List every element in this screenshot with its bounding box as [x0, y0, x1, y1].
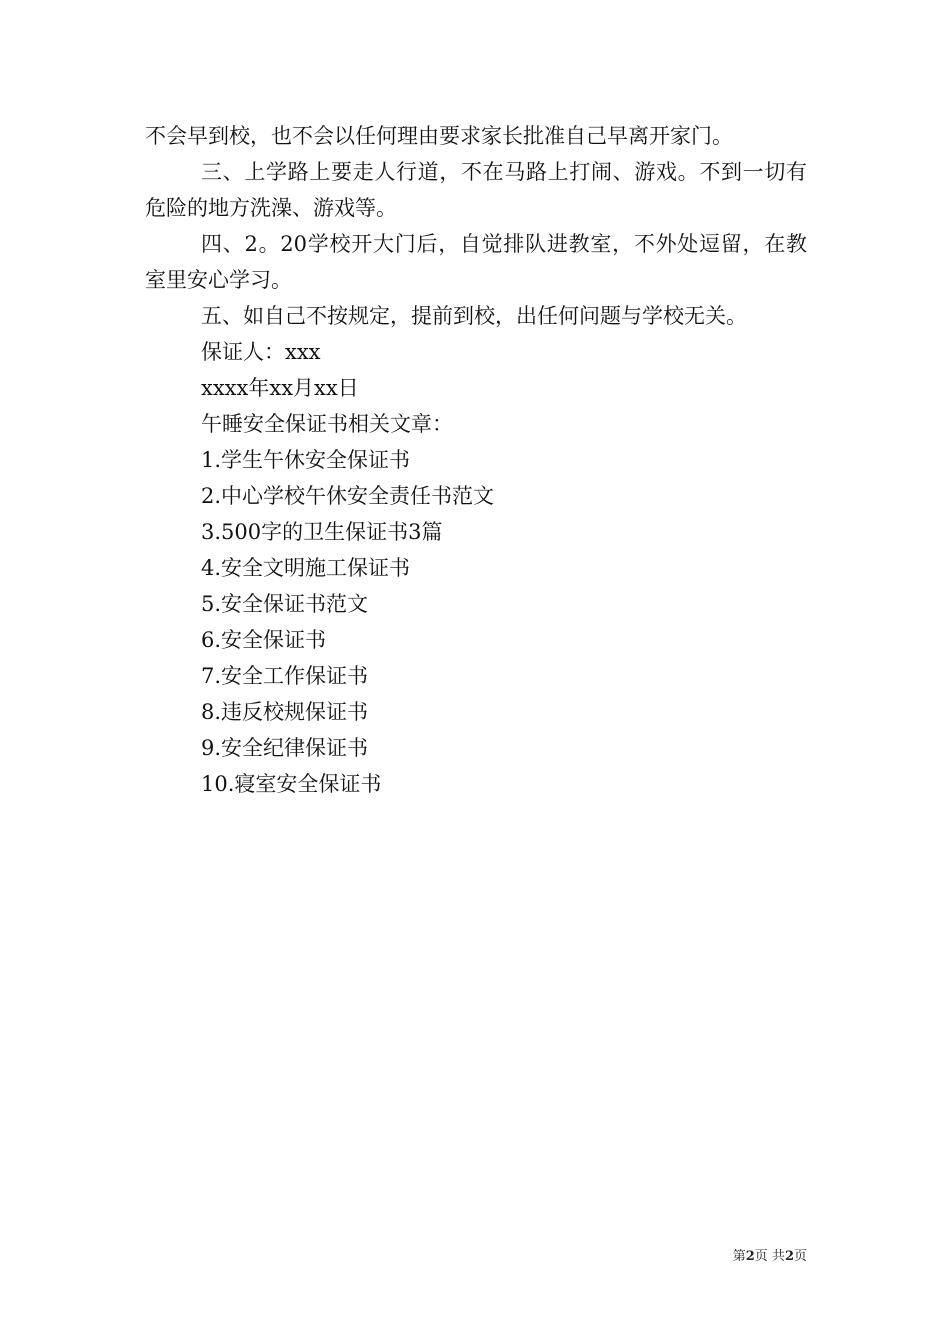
guarantor-line: 保证人：xxx: [201, 340, 321, 364]
related-link-4[interactable]: 4.安全文明施工保证书: [201, 556, 411, 580]
item-3-paragraph: 三、上学路上要走人行道，不在马路上打闹、游戏。不到一切有危险的地方洗澡、游戏等。: [145, 160, 807, 220]
related-link-10[interactable]: 10.寝室安全保证书: [201, 772, 382, 796]
related-link-9[interactable]: 9.安全纪律保证书: [201, 736, 369, 760]
footer-prefix: 第: [732, 1249, 746, 1264]
footer-middle: 页 共: [754, 1249, 785, 1264]
related-list: [145, 442, 807, 802]
related-link-6[interactable]: 6.安全保证书: [201, 628, 327, 652]
related-link-7[interactable]: 7.安全工作保证书: [201, 664, 369, 688]
related-link-2[interactable]: 2.中心学校午休安全责任书范文: [201, 484, 495, 508]
item-5-paragraph: 五、如自己不按规定，提前到校，出任何问题与学校无关。: [201, 304, 747, 328]
footer-current-page: 2: [745, 1249, 755, 1264]
continuation-paragraph: 不会早到校，也不会以任何理由要求家长批准自己早离开家门。: [145, 124, 733, 148]
page-footer: [733, 1245, 807, 1264]
document-body: [145, 118, 807, 802]
footer-total-pages: 2: [784, 1249, 794, 1264]
related-link-5[interactable]: 5.安全保证书范文: [201, 592, 369, 616]
related-link-8[interactable]: 8.违反校规保证书: [201, 700, 369, 724]
related-link-3[interactable]: 3.500字的卫生保证书3篇: [201, 520, 443, 544]
item-4-paragraph: 四、2。20学校开大门后，自觉排队进教室，不外处逗留，在教室里安心学习。: [145, 232, 807, 292]
date-line: xxxx年xx月xx日: [201, 376, 359, 400]
footer-suffix: 页: [793, 1249, 807, 1264]
related-link-1[interactable]: 1.学生午休安全保证书: [201, 448, 411, 472]
related-heading: 午睡安全保证书相关文章：: [201, 412, 453, 436]
